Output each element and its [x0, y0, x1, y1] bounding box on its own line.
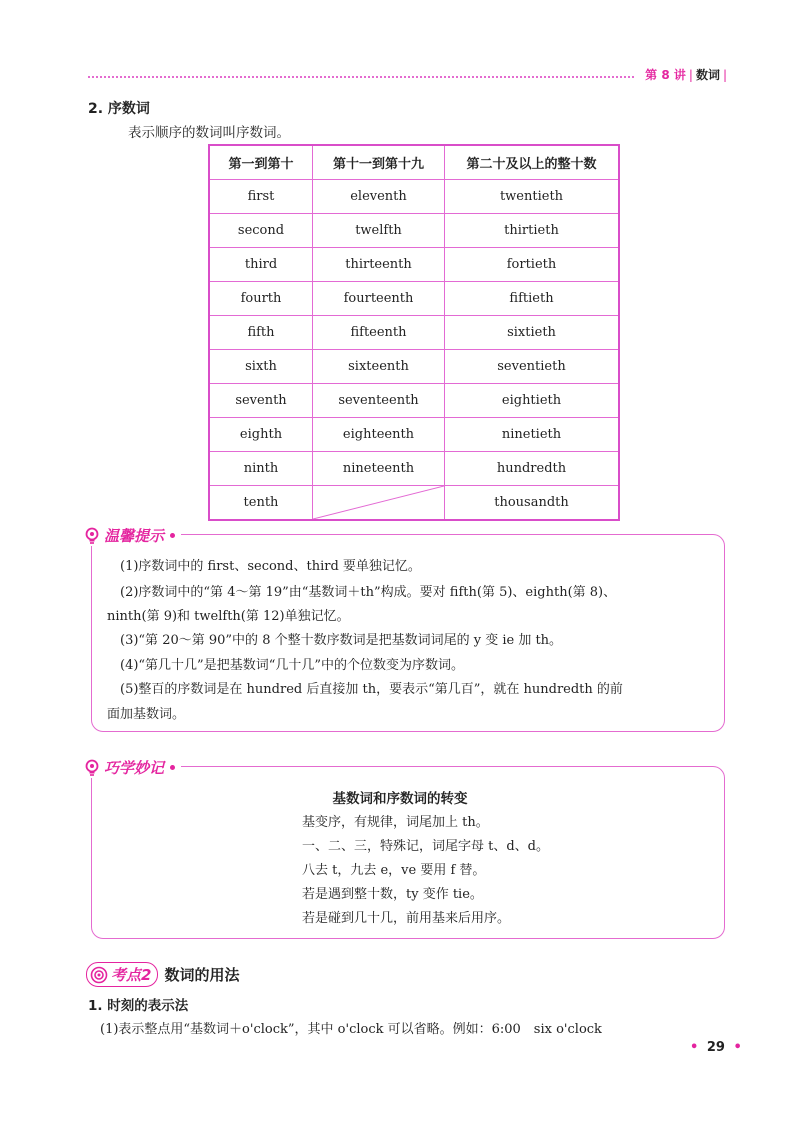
- table-cell: second: [209, 214, 313, 248]
- memo-title-text: 巧学妙记: [104, 759, 165, 777]
- title-dot: [170, 765, 175, 770]
- memo-title: [84, 757, 181, 778]
- table-cell: seventh: [209, 384, 313, 418]
- lightbulb-icon: [84, 527, 100, 545]
- table-header-cell: 第十一到第十九: [313, 145, 445, 180]
- section-title: 2. 序数词: [88, 101, 150, 117]
- table-cell: sixtieth: [445, 316, 620, 350]
- memo-line: 八去 t，九去 e，ve 要用 f 替。: [302, 863, 486, 878]
- diagonal-line: [313, 486, 444, 519]
- table-cell: fortieth: [445, 248, 620, 282]
- table-row: [209, 418, 619, 452]
- target-icon: [90, 966, 108, 984]
- table-cell: fifteenth: [313, 316, 445, 350]
- tip-line: ninth(第 9)和 twelfth(第 12)单独记忆。: [107, 609, 350, 624]
- page-number: [690, 1040, 742, 1055]
- memo-line: 若是碰到几十几，前用基来后用序。: [302, 911, 511, 926]
- table-row: [209, 282, 619, 316]
- memo-line: 一、二、三，特殊记，词尾字母 t、d、d。: [302, 839, 550, 854]
- table-header-cell: 第二十及以上的整十数: [445, 145, 620, 180]
- table-cell: hundredth: [445, 452, 620, 486]
- page-dot-right: •: [733, 1040, 742, 1055]
- table-cell: twelfth: [313, 214, 445, 248]
- table-cell: nineteenth: [313, 452, 445, 486]
- header-separator-end: |: [722, 67, 727, 82]
- page-dot-left: •: [690, 1040, 699, 1055]
- tips-title-text: 温馨提示: [104, 527, 165, 545]
- tip-line: (5)整百的序数词是在 hundred 后直接加 th，要表示“第几百”，就在 hundredth 的前: [120, 682, 623, 697]
- table-header-cell: 第一到第十: [209, 145, 313, 180]
- table-row: [209, 486, 619, 521]
- subsection-title: 1. 时刻的表示法: [88, 998, 189, 1014]
- tips-title: [84, 525, 181, 546]
- kaodian-badge-text: 考点2: [111, 966, 152, 984]
- page-number-text: 29: [706, 1040, 725, 1055]
- ordinal-table: [208, 144, 620, 521]
- kaodian-heading: [86, 962, 239, 987]
- title-dot: [170, 533, 175, 538]
- table-cell: eighth: [209, 418, 313, 452]
- header-separator: |: [688, 67, 693, 82]
- lightbulb-icon: [84, 759, 100, 777]
- lecture-label: 第 8 讲: [645, 68, 686, 82]
- table-row: [209, 248, 619, 282]
- table-cell: eightieth: [445, 384, 620, 418]
- table-cell: sixteenth: [313, 350, 445, 384]
- table-cell: ninetieth: [445, 418, 620, 452]
- table-row: [209, 180, 619, 214]
- tip-line: 面加基数词。: [107, 707, 186, 722]
- memo-line: 基变序，有规律，词尾加上 th。: [302, 815, 489, 830]
- tip-line: (3)“第 20～第 90”中的 8 个整十数序数词是把基数词词尾的 y 变 ie 加 th。: [120, 633, 563, 648]
- table-row: [209, 384, 619, 418]
- table-cell: eleventh: [313, 180, 445, 214]
- table-cell: seventieth: [445, 350, 620, 384]
- table-cell: twentieth: [445, 180, 620, 214]
- table-cell: thirtieth: [445, 214, 620, 248]
- table-row: [209, 316, 619, 350]
- empty-diagonal-cell: [313, 486, 445, 521]
- table-cell: thousandth: [445, 486, 620, 521]
- table-cell: ninth: [209, 452, 313, 486]
- topic-label: 数词: [695, 68, 720, 82]
- table-row: [209, 350, 619, 384]
- table-cell: first: [209, 180, 313, 214]
- memo-heading: 基数词和序数词的转变: [332, 791, 468, 807]
- table-cell: sixth: [209, 350, 313, 384]
- tip-line: (1)序数词中的 first、second、third 要单独记忆。: [120, 559, 421, 574]
- section-intro: 表示顺序的数词叫序数词。: [128, 125, 290, 141]
- table-cell: fourth: [209, 282, 313, 316]
- kaodian-badge: [86, 962, 158, 987]
- tip-line: (2)序数词中的“第 4～第 19”由“基数词＋th”构成。要对 fifth(第 5)、eighth(第 8)、: [120, 585, 617, 600]
- table-cell: fourteenth: [313, 282, 445, 316]
- running-header: [645, 66, 730, 83]
- body-line: (1)表示整点用“基数词＋o'clock”，其中 o'clock 可以省略。例如：6:00 six o'clock: [100, 1022, 602, 1037]
- header-dotted-rule: [88, 76, 634, 78]
- table-cell: fifth: [209, 316, 313, 350]
- table-header-row: [209, 145, 619, 180]
- memo-line: 若是遇到整十数，ty 变作 tie。: [302, 887, 483, 902]
- table-cell: tenth: [209, 486, 313, 521]
- kaodian-title: 数词的用法: [164, 966, 240, 984]
- table-row: [209, 214, 619, 248]
- table-cell: fiftieth: [445, 282, 620, 316]
- table-cell: thirteenth: [313, 248, 445, 282]
- table-cell: third: [209, 248, 313, 282]
- table-row: [209, 452, 619, 486]
- table-cell: seventeenth: [313, 384, 445, 418]
- tip-line: (4)“第几十几”是把基数词“几十几”中的个位数变为序数词。: [120, 658, 464, 673]
- table-cell: eighteenth: [313, 418, 445, 452]
